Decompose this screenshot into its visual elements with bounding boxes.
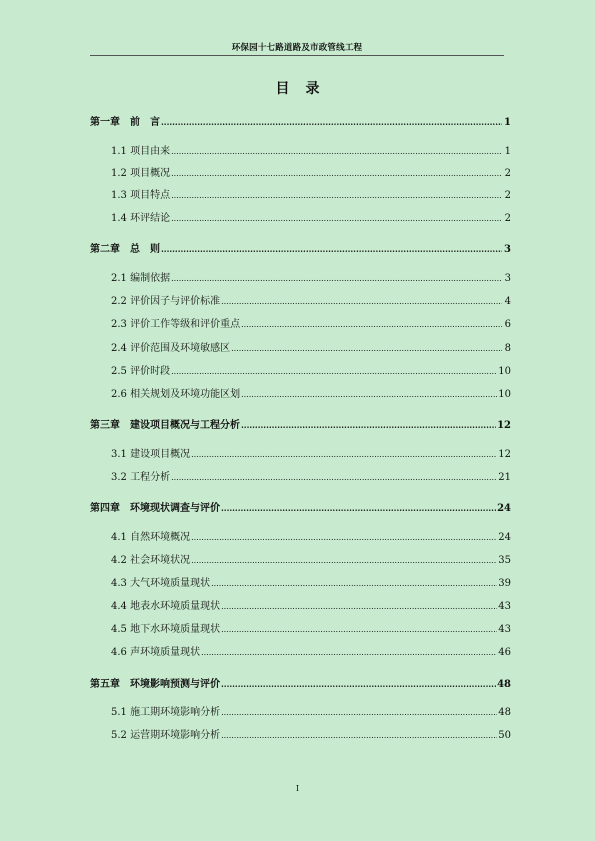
toc-page-number: 46 <box>498 647 511 658</box>
toc-dot-leader <box>221 707 497 719</box>
toc-page-number: 2 <box>504 190 511 201</box>
toc-chapter-entry[interactable] <box>90 678 511 691</box>
toc-section-entry[interactable] <box>111 273 511 285</box>
toc-entry-label: 5.1 施工期环境影响分析 <box>111 707 221 718</box>
toc-section-entry[interactable] <box>111 449 511 461</box>
toc-page-number: 48 <box>497 679 511 690</box>
toc-entry-label: 2.2 评价因子与评价标准 <box>111 296 221 307</box>
toc-dot-leader <box>191 449 497 461</box>
toc-dot-leader <box>161 243 502 256</box>
toc-dot-leader <box>211 578 497 590</box>
toc-dot-leader <box>191 532 497 544</box>
toc-section-entry[interactable] <box>111 532 511 544</box>
toc-page-number: 10 <box>498 366 511 377</box>
toc-dot-leader <box>171 213 502 225</box>
toc-chapter-entry[interactable] <box>90 116 511 129</box>
toc-section-entry[interactable] <box>111 624 511 636</box>
toc-section-entry[interactable] <box>111 601 511 613</box>
toc-entry-label: 4.4 地表水环境质量现状 <box>111 601 221 612</box>
toc-entry-label: 第一章 前 言 <box>90 117 160 128</box>
toc-dot-leader <box>201 647 497 659</box>
toc-dot-leader <box>241 319 502 331</box>
toc-section-entry[interactable] <box>111 168 511 180</box>
toc-dot-leader <box>221 624 497 636</box>
toc-dot-leader <box>171 273 502 285</box>
toc-page-number: 10 <box>498 389 511 400</box>
toc-entry-label: 4.3 大气环境质量现状 <box>111 578 211 589</box>
toc-section-entry[interactable] <box>111 190 511 202</box>
toc-page-number: 21 <box>498 472 511 483</box>
toc-dot-leader <box>231 343 502 355</box>
toc-dot-leader <box>221 502 496 515</box>
toc-entry-label: 第二章 总 则 <box>90 244 160 255</box>
toc-dot-leader <box>171 366 497 378</box>
toc-section-entry[interactable] <box>111 343 511 355</box>
toc-chapter-entry[interactable] <box>90 419 511 432</box>
toc-page-number: 43 <box>498 624 511 635</box>
toc-dot-leader <box>191 555 497 567</box>
toc-section-entry[interactable] <box>111 472 511 484</box>
toc-page-number: 4 <box>504 296 511 307</box>
toc-dot-leader <box>171 168 502 180</box>
toc-entry-label: 4.1 自然环境概况 <box>111 532 191 543</box>
toc-page-number: 39 <box>498 578 511 589</box>
toc-chapter-entry[interactable] <box>90 243 511 256</box>
toc-dot-leader <box>171 190 502 202</box>
toc-page-number: 48 <box>498 707 511 718</box>
toc-section-entry[interactable] <box>111 555 511 567</box>
toc-section-entry[interactable] <box>111 707 511 719</box>
toc-entry-label: 4.2 社会环境状况 <box>111 555 191 566</box>
toc-page-number: 3 <box>504 244 511 255</box>
toc-page-number: 50 <box>498 730 511 741</box>
toc-page-number: 6 <box>504 319 511 330</box>
toc-section-entry[interactable] <box>111 647 511 659</box>
toc-entry-label: 2.3 评价工作等级和评价重点 <box>111 319 241 330</box>
toc-entry-label: 4.5 地下水环境质量现状 <box>111 624 221 635</box>
toc-entry-label: 2.5 评价时段 <box>111 366 171 377</box>
toc-page-number: 1 <box>504 146 511 157</box>
toc-page-number: 3 <box>504 273 511 284</box>
running-header: 环保园十七路道路及市政管线工程 <box>231 43 363 53</box>
toc-dot-leader <box>221 678 496 691</box>
toc-page-number: 1 <box>504 117 511 128</box>
toc-section-entry[interactable] <box>111 146 511 158</box>
header-rule <box>90 55 504 56</box>
toc-dot-leader <box>241 389 497 401</box>
toc-page-number: 2 <box>504 213 511 224</box>
toc-section-entry[interactable] <box>111 730 511 742</box>
toc-page-number: 12 <box>498 449 511 460</box>
document-title: 目录 <box>275 81 336 97</box>
toc-page-number: 8 <box>504 343 511 354</box>
toc-dot-leader <box>241 419 496 432</box>
toc-entry-label: 1.3 项目特点 <box>111 190 171 201</box>
toc-section-entry[interactable] <box>111 389 511 401</box>
toc-dot-leader <box>221 296 502 308</box>
toc-entry-label: 2.1 编制依据 <box>111 273 171 284</box>
toc-section-entry[interactable] <box>111 319 511 331</box>
page-number: I <box>295 784 300 793</box>
toc-entry-label: 2.6 相关规划及环境功能区划 <box>111 389 241 400</box>
toc-section-entry[interactable] <box>111 296 511 308</box>
toc-entry-label: 5.2 运营期环境影响分析 <box>111 730 221 741</box>
toc-page-number: 35 <box>498 555 511 566</box>
toc-section-entry[interactable] <box>111 578 511 590</box>
toc-dot-leader <box>171 472 497 484</box>
toc-entry-label: 4.6 声环境质量现状 <box>111 647 201 658</box>
toc-page-number: 12 <box>497 420 511 431</box>
toc-entry-label: 1.2 项目概况 <box>111 168 171 179</box>
toc-entry-label: 3.1 建设项目概况 <box>111 449 191 460</box>
toc-dot-leader <box>171 146 502 158</box>
toc-page-number: 24 <box>497 503 511 514</box>
toc-dot-leader <box>221 601 497 613</box>
toc-entry-label: 3.2 工程分析 <box>111 472 171 483</box>
toc-chapter-entry[interactable] <box>90 502 511 515</box>
toc-page-number: 24 <box>498 532 511 543</box>
toc-page-number: 2 <box>504 168 511 179</box>
toc-entry-label: 1.1 项目由来 <box>111 146 171 157</box>
toc-entry-label: 第三章 建设项目概况与工程分析 <box>90 420 240 431</box>
toc-dot-leader <box>161 116 502 129</box>
toc-dot-leader <box>221 730 497 742</box>
toc-entry-label: 第四章 环境现状调查与评价 <box>90 503 220 514</box>
toc-section-entry[interactable] <box>111 366 511 378</box>
toc-entry-label: 2.4 评价范围及环境敏感区 <box>111 343 231 354</box>
toc-section-entry[interactable] <box>111 213 511 225</box>
toc-page-number: 43 <box>498 601 511 612</box>
toc-entry-label: 第五章 环境影响预测与评价 <box>90 679 220 690</box>
toc-entry-label: 1.4 环评结论 <box>111 213 171 224</box>
